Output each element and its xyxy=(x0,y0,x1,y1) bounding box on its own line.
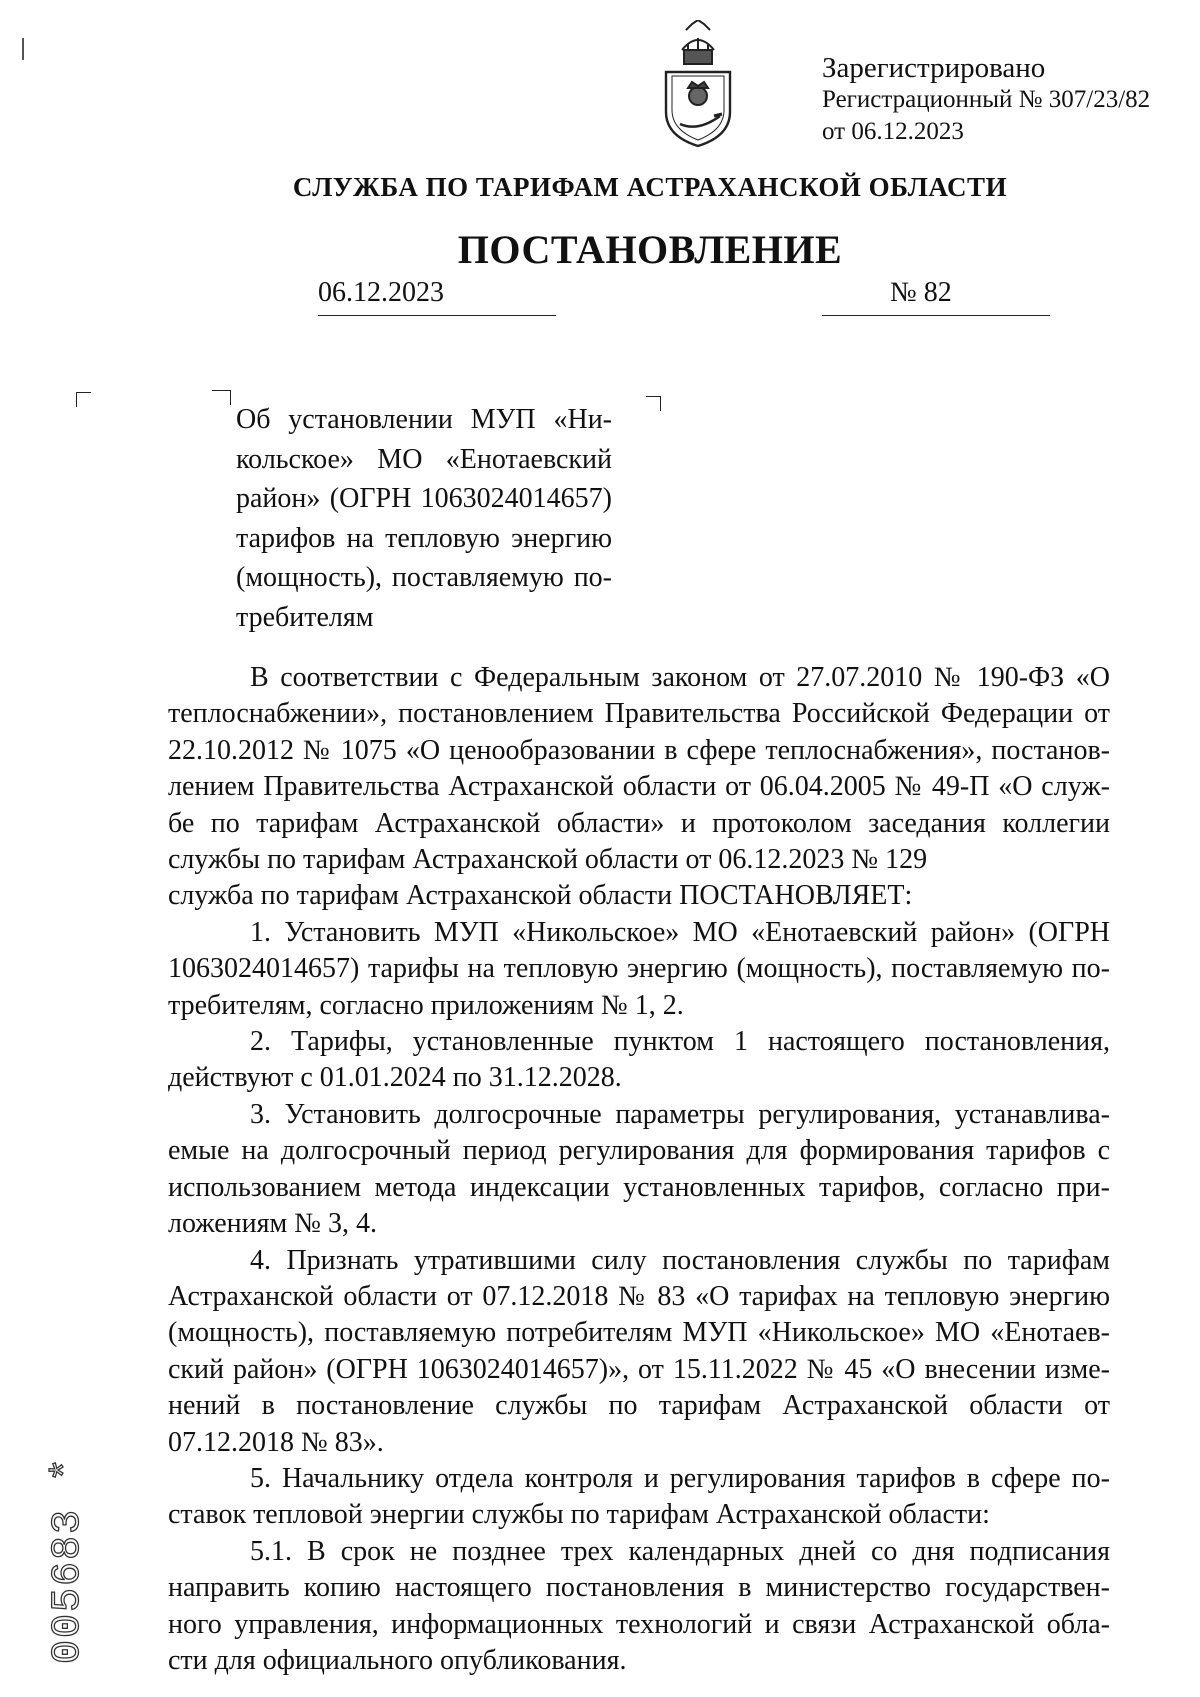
body-line: ставок тепловой энергии службы по тарифам Астраханской области: xyxy=(168,1499,990,1531)
body-line: действуют с 01.01.2024 по 31.12.2028. xyxy=(168,1062,622,1094)
body-line: ного управления, информационных технологий и связи Астраханской обла- xyxy=(168,1608,1110,1640)
body-line: требителям, согласно приложениям № 1, 2. xyxy=(168,989,684,1021)
registration-label: Зарегистрировано xyxy=(822,52,1046,84)
subject-line: (мощность), поставляемую по- xyxy=(236,562,612,593)
corner-mark-subject-end xyxy=(646,396,661,411)
clause-3: 3. Установить долгосрочные параметры регулирования, устанавлива- xyxy=(250,1098,1110,1130)
clause-5: 5. Начальнику отдела контроля и регулирования тарифов в сфере по- xyxy=(250,1462,1110,1494)
scan-mark xyxy=(22,38,24,60)
document-number xyxy=(822,277,1050,316)
document-number-value: № 82 xyxy=(890,277,952,308)
body-line: использованием метода индексации установленных тарифов, согласно при- xyxy=(168,1171,1110,1203)
corner-mark-left xyxy=(76,392,91,407)
clause-1: 1. Установить МУП «Никольское» МО «Енотаевский район» (ОГРН xyxy=(250,916,1110,948)
body-line: 1063024014657) тарифы на тепловую энергию (мощность), поставляемую по- xyxy=(168,953,1110,985)
registration-date: от 06.12.2023 xyxy=(822,118,964,145)
body-line: служба по тарифам Астраханской области ПОСТАНОВЛЯЕТ: xyxy=(168,880,913,912)
agency-name: СЛУЖБА ПО ТАРИФАМ АСТРАХАНСКОЙ ОБЛАСТИ xyxy=(292,172,1008,202)
subject-line: кольское» МО «Енотаевский xyxy=(236,443,612,475)
body-line: направить копию настоящего постановления в министерство государствен- xyxy=(168,1572,1110,1604)
body-line: Астраханской области от 07.12.2018 № 83 «О тарифах на тепловую энергию xyxy=(168,1280,1110,1312)
clause-5-1: 5.1. В срок не позднее трех календарных дней со дня подписания xyxy=(250,1535,1110,1567)
body-line: 22.10.2012 № 1075 «О ценообразовании в сфере теплоснабжения», постанов- xyxy=(168,734,1110,766)
subject-line: тарифов на тепловую энергию xyxy=(236,522,612,554)
body-line: службы по тарифам Астраханской области от 06.12.2023 № 129 xyxy=(168,844,928,876)
body-line: В соответствии с Федеральным законом от 27.07.2010 № 190-ФЗ «О xyxy=(250,662,1110,693)
document-date xyxy=(318,277,556,316)
registration-number: Регистрационный № 307/23/82 xyxy=(822,86,1151,113)
body-line: сти для официального опубликования. xyxy=(168,1644,627,1676)
body-line: (мощность), поставляемую потребителям МУП «Никольское» МО «Енотаев- xyxy=(168,1317,1110,1349)
body-line: ложениям № 3, 4. xyxy=(168,1208,377,1240)
body-line: теплоснабжении», постановлением Правительства Российской Федерации от xyxy=(168,698,1110,730)
registration-block xyxy=(822,52,1150,148)
body-line: ский район» (ОГРН 1063024014657)», от 15.11.2022 № 45 «О внесении изме- xyxy=(168,1353,1110,1385)
serial-number-text: 005683 * xyxy=(46,1455,91,1664)
clause-2: 2. Тарифы, установленные пунктом 1 настоящего постановления, xyxy=(250,1026,1110,1058)
document-subject xyxy=(236,400,612,637)
body-line: бе по тарифам Астраханской области» и протоколом заседания коллегии xyxy=(168,807,1110,839)
document-date-value: 06.12.2023 xyxy=(318,277,444,308)
subject-line: Об установлении МУП «Ни- xyxy=(236,404,612,435)
body-line: емые на долгосрочный период регулирования для формирования тарифов с xyxy=(168,1135,1110,1167)
document-type-title: ПОСТАНОВЛЕНИЕ xyxy=(457,227,843,272)
body-line: лением Правительства Астраханской области от 06.04.2005 № 49-П «О служ- xyxy=(168,771,1110,803)
document-body xyxy=(168,660,1110,1679)
serial-number-stamp xyxy=(30,1434,100,1664)
corner-mark-subject-start xyxy=(212,390,231,405)
subject-line: район» (ОГРН 1063024014657) xyxy=(236,483,612,514)
subject-line: требителям xyxy=(236,601,374,633)
clause-4: 4. Признать утратившими силу постановления службы по тарифам xyxy=(250,1244,1110,1276)
body-line: 07.12.2018 № 83». xyxy=(168,1426,384,1458)
coat-of-arms-emblem xyxy=(648,20,748,150)
body-line: нений в постановление службы по тарифам Астраханской области от xyxy=(168,1390,1110,1422)
